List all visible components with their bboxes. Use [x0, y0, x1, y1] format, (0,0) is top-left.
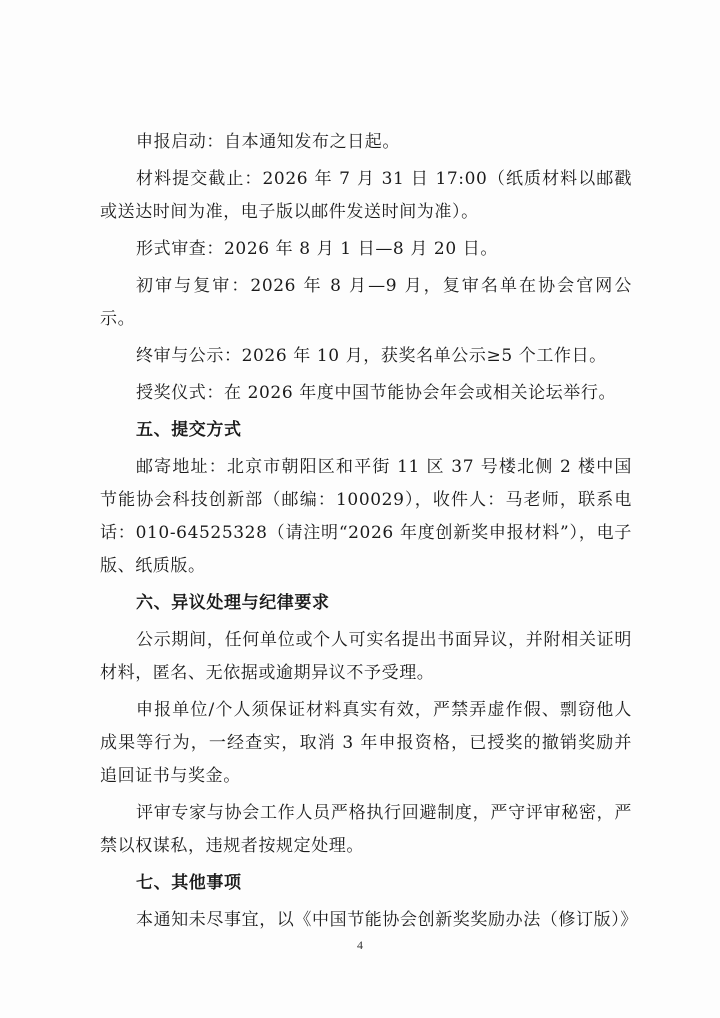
section-7-heading: 七、其他事项: [136, 873, 242, 893]
schedule-initial-review: 初审与复审：2026 年 8 月—9 月，复审名单在协会官网公示。: [100, 276, 632, 329]
section-5-heading: 五、提交方式: [136, 420, 242, 440]
other-matters: 本通知未尽事宜，以《中国节能协会创新奖奖励办法（修订版）》: [136, 910, 638, 930]
schedule-final-review: 终审与公示：2026 年 10 月，获奖名单公示≥5 个工作日。: [136, 346, 607, 366]
reviewer-discipline: 评审专家与协会工作人员严格执行回避制度，严守评审秘密，严禁以权谋私，违规者按规定处理。: [100, 803, 632, 856]
objection-handling: 公示期间，任何单位或个人可实名提出书面异议，并附相关证明材料，匿名、无依据或逾期异议不予受理。: [100, 630, 632, 683]
mailing-address: 邮寄地址：北京市朝阳区和平街 11 区 37 号楼北侧 2 楼中国节能协会科技创新部（邮编：100029），收件人：马老师，联系电话：010-64525328（请注明“2026 年度创新奖申报材料”），电子版、纸质版。: [100, 457, 632, 576]
schedule-launch: 申报启动：自本通知发布之日起。: [136, 132, 400, 152]
document-body: [100, 126, 638, 941]
schedule-award-ceremony: 授奖仪式：在 2026 年度中国节能协会年会或相关论坛举行。: [136, 383, 617, 403]
schedule-deadline: 材料提交截止：2026 年 7 月 31 日 17:00（纸质材料以邮戳或送达时间为准，电子版以邮件发送时间为准）。: [100, 169, 632, 222]
page-number: 4: [357, 938, 363, 952]
integrity-requirement: 申报单位/个人须保证材料真实有效，严禁弄虚作假、剽窃他人成果等行为，一经查实，取消 3 年申报资格，已授奖的撤销奖励并追回证书与奖金。: [100, 700, 632, 786]
schedule-format-review: 形式审查：2026 年 8 月 1 日—8 月 20 日。: [136, 239, 498, 259]
section-6-heading: 六、异议处理与纪律要求: [136, 593, 330, 613]
